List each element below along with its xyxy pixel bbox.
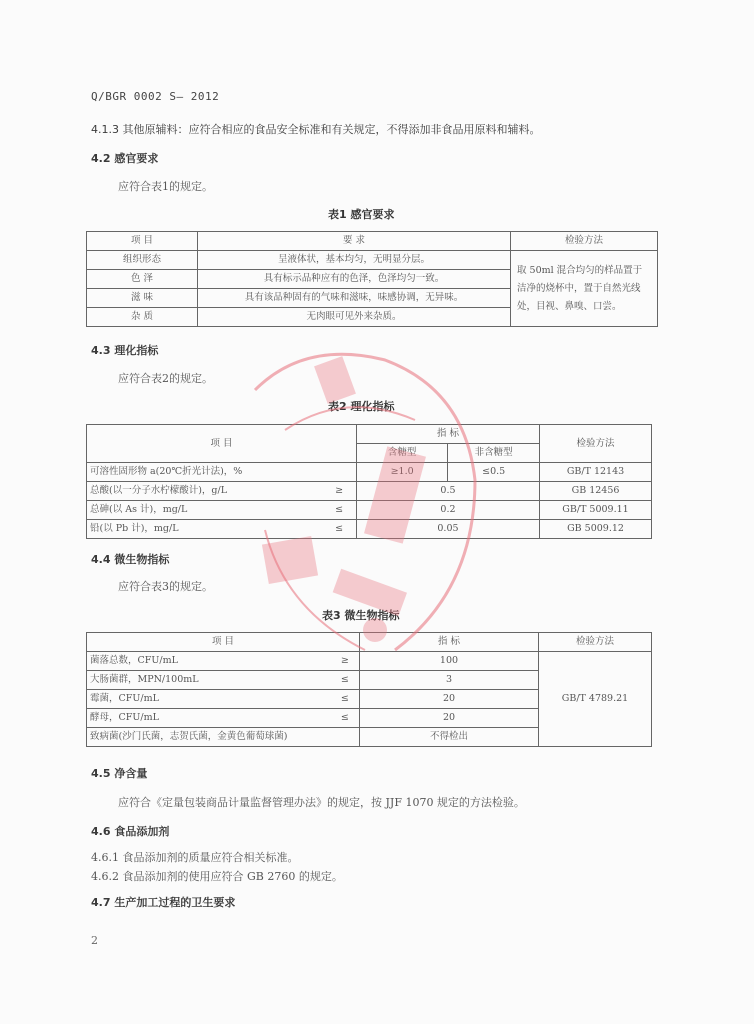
table3-row-value: 3 (360, 671, 539, 690)
table3-method: GB/T 4789.21 (539, 652, 652, 747)
table2-row-item: 总砷(以 As 计)，mg/L (87, 501, 323, 520)
heading-4-5: 4.5 净含量 (91, 767, 148, 780)
heading-4-3: 4.3 理化指标 (91, 344, 159, 357)
table2-header-sugar: 含糖型 (356, 444, 447, 463)
text-4-4: 应符合表3的规定。 (118, 580, 213, 593)
table2-header-item: 项 目 (87, 425, 357, 463)
text-4-3: 应符合表2的规定。 (118, 372, 213, 385)
heading-4-7: 4.7 生产加工过程的卫生要求 (91, 896, 236, 909)
page-number: 2 (91, 934, 98, 947)
clause-4-6-1: 4.6.1 食品添加剂的质量应符合相关标准。 (91, 851, 299, 864)
table2-row-method: GB 12456 (540, 482, 652, 501)
table2-row-value-nosugar: ≤0.5 (448, 463, 540, 482)
clause-4-6-2: 4.6.2 食品添加剂的使用应符合 GB 2760 的规定。 (91, 870, 343, 883)
table3-micro (86, 632, 652, 747)
table2-header-nosugar: 非含糖型 (448, 444, 540, 463)
table1-row-req: 呈液体状，基本均匀，无明显分层。 (198, 251, 511, 270)
table2-row-item: 总酸(以一分子水柠檬酸计)，g/L (87, 482, 323, 501)
table2-row-value-sugar: ≥1.0 (356, 463, 447, 482)
table1-row-req: 具有标示品种应有的色泽，色泽均匀一致。 (198, 270, 511, 289)
table2-row-cmp: ≥ (322, 482, 356, 501)
table2-physchem (86, 424, 652, 539)
table3-row-cmp: ≥ (331, 652, 360, 671)
table3-row-cmp: ≤ (331, 671, 360, 690)
table2-row-value: 0.2 (356, 501, 539, 520)
table2-row-value: 0.05 (356, 520, 539, 539)
table2-row-cmp: ≤ (322, 501, 356, 520)
text-4-5: 应符合《定量包装商品计量监督管理办法》的规定，按 JJF 1070 规定的方法检验。 (118, 796, 525, 809)
table3-row-value: 不得检出 (360, 728, 539, 747)
table3-header-item: 项 目 (87, 633, 360, 652)
table3-row-item: 菌落总数，CFU/mL (87, 652, 331, 671)
table2-row-item: 可溶性固形物 a(20℃折光计法)，% (87, 463, 357, 482)
heading-4-4: 4.4 微生物指标 (91, 553, 170, 566)
table1-row-item: 组织形态 (87, 251, 198, 270)
table1-method: 取 50ml 混合均匀的样品置于洁净的烧杯中，置于自然光线处，目视、鼻嗅、口尝。 (511, 251, 658, 327)
table3-header-index: 指 标 (360, 633, 539, 652)
table1-header-item: 项 目 (87, 232, 198, 251)
table1-row-item: 色 泽 (87, 270, 198, 289)
table3-header-method: 检验方法 (539, 633, 652, 652)
table1-row-item: 杂 质 (87, 308, 198, 327)
table1-row-req: 具有该品种固有的气味和滋味，味感协调，无异味。 (198, 289, 511, 308)
table2-row-value: 0.5 (356, 482, 539, 501)
heading-4-2: 4.2 感官要求 (91, 152, 159, 165)
table3-row-value: 20 (360, 690, 539, 709)
table2-header-index: 指 标 (356, 425, 539, 444)
table3-caption: 表3 微生物指标 (322, 609, 400, 622)
table1-header-method: 检验方法 (511, 232, 658, 251)
table2-row-method: GB 5009.12 (540, 520, 652, 539)
table3-row-item: 酵母，CFU/mL (87, 709, 331, 728)
table2-header-method: 检验方法 (540, 425, 652, 463)
table2-row-method: GB/T 12143 (540, 463, 652, 482)
table1-header-req: 要 求 (198, 232, 511, 251)
table2-row-cmp: ≤ (322, 520, 356, 539)
table3-row-cmp: ≤ (331, 690, 360, 709)
heading-4-6: 4.6 食品添加剂 (91, 825, 170, 838)
table3-row-value: 100 (360, 652, 539, 671)
table3-row-value: 20 (360, 709, 539, 728)
table3-row-item: 致病菌(沙门氏菌，志贺氏菌，金黄色葡萄球菌) (87, 728, 360, 747)
table3-row-item: 大肠菌群，MPN/100mL (87, 671, 331, 690)
table1-row-item: 滋 味 (87, 289, 198, 308)
table1-caption: 表1 感官要求 (328, 208, 395, 221)
table1-sensory (86, 231, 658, 327)
standard-code: Q/BGR 0002 S— 2012 (91, 90, 220, 103)
table3-row-item: 霉菌，CFU/mL (87, 690, 331, 709)
table1-row-req: 无肉眼可见外来杂质。 (198, 308, 511, 327)
table3-row-cmp: ≤ (331, 709, 360, 728)
table2-row-method: GB/T 5009.11 (540, 501, 652, 520)
table2-caption: 表2 理化指标 (328, 400, 395, 413)
clause-4-1-3: 4.1.3 其他原辅料：应符合相应的食品安全标准和有关规定，不得添加非食品用原料和辅料。 (91, 123, 541, 136)
table2-row-item: 铅(以 Pb 计)，mg/L (87, 520, 323, 539)
text-4-2: 应符合表1的规定。 (118, 180, 213, 193)
